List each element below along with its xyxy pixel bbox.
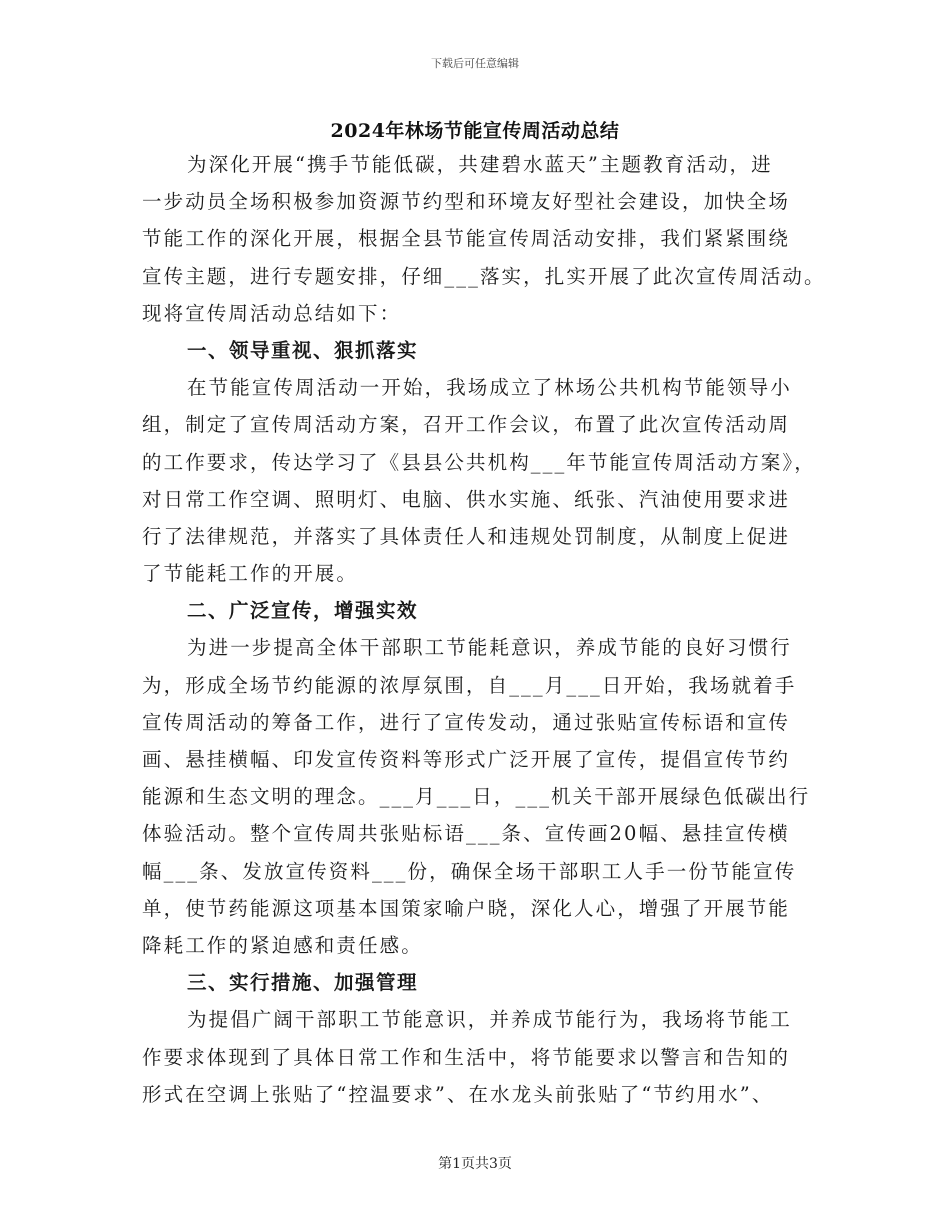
section-heading: 二、广泛宣传，增强实效 <box>187 599 419 623</box>
header-note: 下载后可任意编辑 <box>431 57 519 70</box>
paragraph-line: 在节能宣传周活动一开始，我场成立了林场公共机构节能领导小 <box>187 376 792 400</box>
paragraph-line: 了节能耗工作的开展。 <box>142 562 359 586</box>
paragraph-line: 为进一步提高全体干部职工节能耗意识，养成节能的良好习惯行 <box>187 636 792 660</box>
section-heading: 三、实行措施、加强管理 <box>187 971 419 995</box>
paragraph-line: 的工作要求，传达学习了《县县公共机构___年节能宣传周活动方案》， <box>142 450 816 474</box>
paragraph-line: 体验活动。整个宣传周共张贴标语___条、宣传画20幅、悬挂宣传横 <box>142 822 790 846</box>
paragraph-line: 组，制定了宣传周活动方案，召开工作会议，布置了此次宣传活动周 <box>142 413 791 437</box>
paragraph-line: 能源和生态文明的理念。___月___日，___机关干部开展绿色低碳出行 <box>142 785 811 809</box>
page-footer: 第1页共3页 <box>438 1156 512 1172</box>
paragraph-line: 为深化开展“携手节能低碳，共建碧水蓝天”主题教育活动，进 <box>187 153 773 176</box>
paragraph-line: 现将宣传周活动总结如下： <box>142 301 402 325</box>
paragraph-line: 宣传主题，进行专题安排，仔细___落实，扎实开展了此次宣传周活动。 <box>142 264 826 288</box>
paragraph-line: 画、悬挂横幅、印发宣传资料等形式广泛开展了宣传，提倡宣传节约 <box>142 748 791 771</box>
paragraph-line: 节能工作的深化开展，根据全县节能宣传周活动安排，我们紧紧围绕 <box>142 227 791 251</box>
document-body <box>142 146 826 1113</box>
paragraph-line: 降耗工作的紧迫感和责任感。 <box>142 933 423 957</box>
document-title: 2024年林场节能宣传周活动总结 <box>330 120 620 142</box>
paragraph-line: 对日常工作空调、照明灯、电脑、供水实施、纸张、汽油使用要求进 <box>142 487 791 511</box>
paragraph-line: 为，形成全场节约能源的浓厚氛围，自___月___日开始，我场就着手 <box>142 673 797 697</box>
paragraph-line: 单，使节药能源这项基本国策家喻户晓，深化人心，增强了开展节能 <box>142 896 791 920</box>
paragraph-line: 幅___条、发放宣传资料___份，确保全场干部职工人手一份节能宣传 <box>142 859 797 883</box>
paragraph-line: 作要求体现到了具体日常工作和生活中，将节能要求以警言和告知的 <box>142 1045 791 1069</box>
section-heading: 一、领导重视、狠抓落实 <box>187 338 419 362</box>
paragraph-line: 行了法律规范，并落实了具体责任人和违规处罚制度，从制度上促进 <box>142 524 791 548</box>
paragraph-line: 形式在空调上张贴了“控温要求”、在水龙头前张贴了“节约用水”、 <box>142 1082 774 1106</box>
paragraph-line: 为提倡广阔干部职工节能意识，并养成节能行为，我场将节能工 <box>187 1008 792 1032</box>
paragraph-line: 一步动员全场积极参加资源节约型和环境友好型社会建设，加快全场 <box>142 190 791 214</box>
paragraph-line: 宣传周活动的筹备工作，进行了宣传发动，通过张贴宣传标语和宣传 <box>142 710 791 734</box>
